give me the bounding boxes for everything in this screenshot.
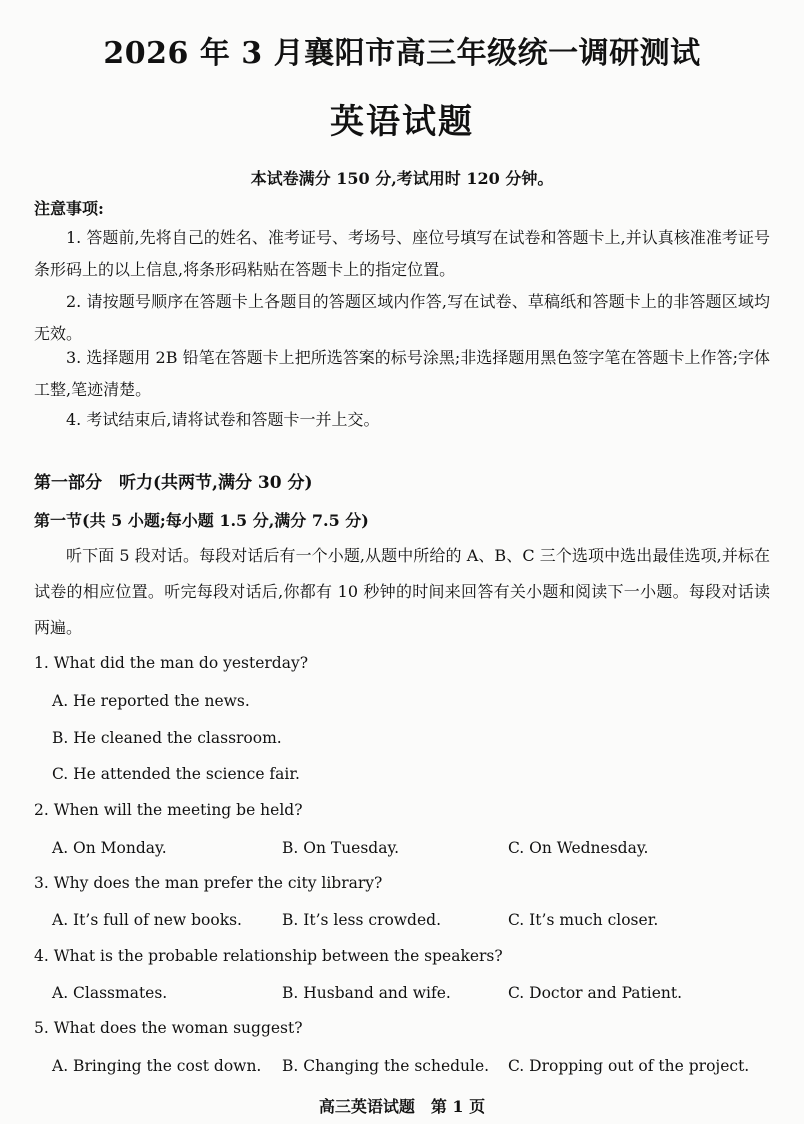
question-2-stem: 2. When will the meeting be held? bbox=[34, 801, 303, 819]
question-1-option-b: B. He cleaned the classroom. bbox=[52, 729, 282, 747]
question-4-stem: 4. What is the probable relationship between the speakers? bbox=[34, 947, 503, 965]
question-3-option-b: B. It’s less crowded. bbox=[282, 911, 442, 929]
notice-item-2: 2. 请按题号顺序在答题卡上各题目的答题区域内作答,写在试卷、草稿纸和答题卡上的非答题区域均无效。 bbox=[34, 292, 770, 343]
question-1-option-a: A. He reported the news. bbox=[52, 692, 250, 710]
notice-heading: 注意事项: bbox=[34, 199, 104, 218]
question-4-option-c: C. Doctor and Patient. bbox=[508, 984, 683, 1002]
question-5-option-a: A. Bringing the cost down. bbox=[52, 1057, 262, 1075]
section1-title: 第一节(共 5 小题;每小题 1.5 分,满分 7.5 分) bbox=[34, 511, 369, 530]
question-1-option-c: C. He attended the science fair. bbox=[52, 765, 300, 783]
question-2-option-a: A. On Monday. bbox=[52, 839, 167, 857]
notice-item-1: 1. 答题前,先将自己的姓名、准考证号、考场号、座位号填写在试卷和答题卡上,并认真核准准考证号条形码上的以上信息,将条形码粘贴在答题卡上的指定位置。 bbox=[34, 228, 770, 279]
listening-instructions: 听下面 5 段对话。每段对话后有一个小题,从题中所给的 A、B、C 三个选项中选出最佳选项,并标在试卷的相应位置。听完每段对话后,你都有 10 秒钟的时间来回答有关小题和阅读下一小题。每段对话读两遍。 bbox=[34, 546, 770, 637]
question-1-stem: 1. What did the man do yesterday? bbox=[34, 654, 309, 672]
exam-title: 2026 年 3 月襄阳市高三年级统一调研测试 bbox=[103, 36, 701, 71]
notice-item-3: 3. 选择题用 2B 铅笔在答题卡上把所选答案的标号涂黑;非选择题用黑色签字笔在答题卡上作答;字体工整,笔迹清楚。 bbox=[34, 348, 770, 399]
question-2-option-b: B. On Tuesday. bbox=[282, 839, 400, 857]
exam-meta: 本试卷满分 150 分,考试用时 120 分钟。 bbox=[250, 169, 554, 188]
question-3-option-c: C. It’s much closer. bbox=[508, 911, 659, 929]
subject-title: 英语试题 bbox=[330, 102, 474, 142]
question-4-option-b: B. Husband and wife. bbox=[282, 984, 451, 1002]
question-5-option-c: C. Dropping out of the project. bbox=[508, 1057, 750, 1075]
question-5-option-b: B. Changing the schedule. bbox=[282, 1057, 490, 1075]
question-3-stem: 3. Why does the man prefer the city library? bbox=[34, 874, 383, 892]
notice-item-4: 4. 考试结束后,请将试卷和答题卡一并上交。 bbox=[66, 410, 380, 429]
question-3-option-a: A. It’s full of new books. bbox=[52, 911, 242, 929]
part1-title: 第一部分 听力(共两节,满分 30 分) bbox=[34, 473, 313, 493]
question-2-option-c: C. On Wednesday. bbox=[508, 839, 649, 857]
question-5-stem: 5. What does the woman suggest? bbox=[34, 1019, 303, 1037]
page-footer: 高三英语试题 第 1 页 bbox=[318, 1097, 486, 1116]
question-4-option-a: A. Classmates. bbox=[52, 984, 168, 1002]
